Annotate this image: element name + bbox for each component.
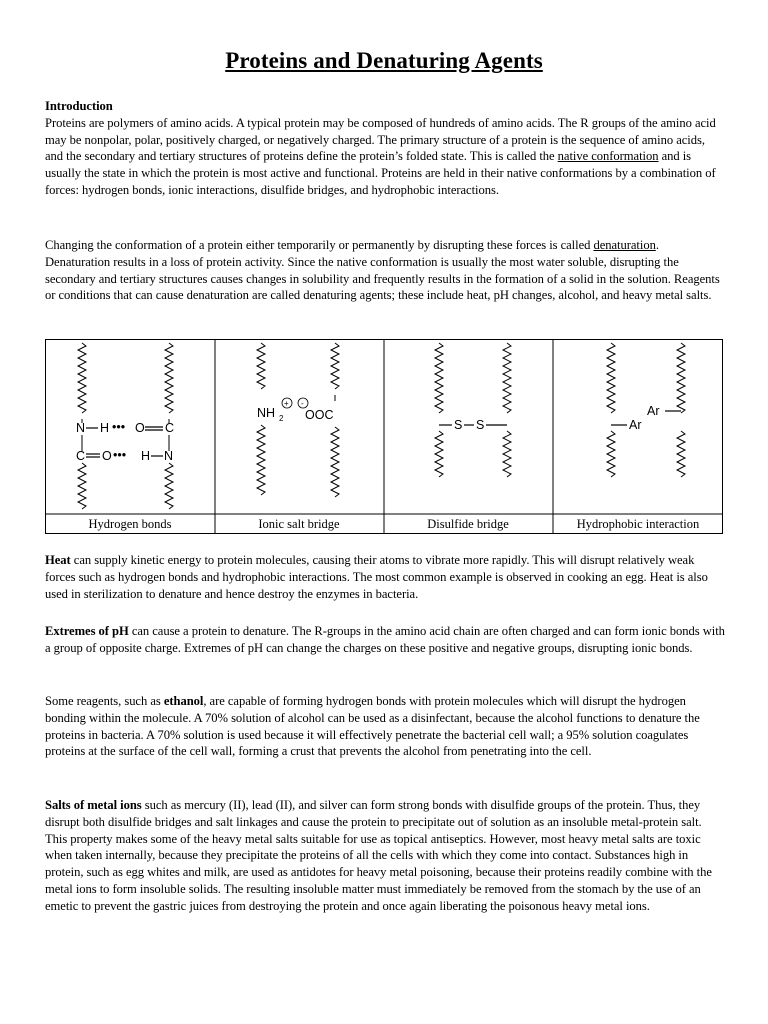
ph-term: Extremes of pH [45, 624, 129, 638]
introduction-heading: Introduction [45, 99, 113, 113]
chain-right-bottom [503, 431, 511, 477]
chain-left-bottom [607, 431, 615, 477]
sulfur-atom-1: S [454, 418, 463, 432]
amine-group: NH [257, 406, 276, 420]
chain-right-top [165, 343, 173, 413]
atom-n-1: N [76, 421, 86, 435]
ethanol-paragraph: Some reagents, such as ethanol, are capable of forming hydrogen bonds with protein molecules which will disrupt the hydrogen bonding within the molecule. A 70% solution of alcohol can be used as a disinfectant, because the alcohol functions to denature the proteins in bacteria. A 70% solution is used because it will effectively penetrate the bacterial cell wall; a 95% solution coagulates proteins at the surface of the cell wall, forming a crust that prevents the alcohol from penetrating into the cell. [45, 694, 700, 759]
term-denaturation: denaturation [593, 238, 656, 252]
hbond-dots-1: ••• [112, 420, 126, 434]
heat-paragraph: Heat can supply kinetic energy to protein molecules, causing their atoms to vibrate more rapidly. This will disrupt relatively weak forces such as hydrogen bonds and hydrophobic interactions. The most common example is observed in cooking an egg. Heat is also used in sterilization to denature and hence destroy the enzymes in bacteria. [45, 553, 708, 601]
aryl-group-1: Ar [629, 418, 642, 432]
hydrogen-bond-diagram [76, 343, 174, 509]
intro-paragraph-2: Changing the conformation of a protein either temporarily or permanently by disrupting these forces is called denaturation. Denaturation results in a loss of protein activity. Since the native conformation is usually the most water soluble, disrupting the secondary and tertiary structures causes changes in solubility and frequently results in the formation of a solid in the solution. Reagents or conditions that can cause denaturation are called denaturing agents; these include heat, pH changes, alcohol, and heavy metal salts. [45, 238, 720, 303]
caption-hydrophobic-interaction: Hydrophobic interaction [576, 517, 700, 531]
intro-paragraph-1: Proteins are polymers of amino acids. A typical protein may be composed of hundreds of amino acids. The R groups of the amino acid may be nonpolar, polar, positively charged, or negatively charged. The primary structure of a protein is the sequence of amino acids, and the secondary and tertiary structures of proteins define the protein’s folded state. This is called the native conformation and is usually the state in which the protein is most active and functional. Proteins are held in their native conformations by a combination of forces: hydrogen bonds, ionic interactions, disulfide bridges, and hydrophobic interactions. [45, 115, 716, 197]
introduction-section [45, 98, 725, 199]
chain-left-top [257, 343, 265, 389]
atom-c-2: C [76, 449, 86, 463]
negative-charge: - [301, 399, 304, 408]
positive-charge: + [284, 399, 289, 408]
chain-right-top [677, 343, 685, 413]
chain-left-bottom [435, 431, 443, 477]
amine-subscript: 2 [279, 414, 284, 423]
chain-left-bottom [78, 463, 86, 509]
ionic-salt-bridge-diagram [257, 343, 339, 497]
chain-right-top [503, 343, 511, 413]
caption-hydrogen-bonds: Hydrogen bonds [88, 517, 172, 531]
chain-right-bottom [165, 463, 173, 509]
disulfide-bridge-diagram [435, 343, 511, 477]
atom-o-2: O [102, 449, 112, 463]
ph-paragraph: Extremes of pH can cause a protein to denature. The R-groups in the amino acid chain are often charged and can form ionic bonds with a group of opposite charge. Extremes of pH can change the charges on these positive and negative groups, disrupting ionic bonds. [45, 624, 725, 655]
atom-h-2: H [141, 449, 151, 463]
caption-disulfide-bridge: Disulfide bridge [427, 517, 509, 531]
hydrophobic-interaction-diagram [607, 343, 685, 477]
atom-o-1: O [135, 421, 145, 435]
carboxylate-group: OOC [305, 408, 334, 422]
aryl-group-2: Ar [647, 404, 660, 418]
chain-right-bottom [677, 431, 685, 477]
chain-left-bottom [257, 425, 265, 495]
caption-ionic-salt-bridge: Ionic salt bridge [258, 517, 340, 531]
heat-term: Heat [45, 553, 71, 567]
page-title: Proteins and Denaturing Agents [225, 48, 543, 73]
chain-left-top [78, 343, 86, 413]
metal-salts-paragraph: Salts of metal ions such as mercury (II), lead (II), and silver can form strong bonds with disulfide groups of the protein. Thus, they disrupt both disulfide bridges and salt linkages and cause the protein to precipitate out of solution as an insoluble metal-protein salt. This property makes some of the heavy metal salts suitable for use as topical antiseptics. However, most heavy metal salts are toxic when taken internally, because they precipitate the proteins of all the cells with which they come into contact. Substances high in protein, such as egg whites and milk, are used as antidotes for heavy metal poisoning, because their proteins readily combine with the metal ions to form insoluble solids. The resulting insoluble matter must immediately be removed from the stomach by the use of an emetic to prevent the gastric juices from destroying the protein and once again liberating the poisonous heavy metal ions. [45, 798, 712, 913]
bond-types-diagram [45, 339, 723, 534]
sulfur-atom-2: S [476, 418, 485, 432]
chain-left-top [435, 343, 443, 413]
chain-right-bottom [331, 427, 339, 497]
metal-salts-term: Salts of metal ions [45, 798, 142, 812]
atom-n-2: N [164, 449, 174, 463]
bond-types-figure [45, 339, 723, 534]
atom-c-1: C [165, 421, 175, 435]
ethanol-term: ethanol [163, 694, 204, 708]
atom-h-1: H [100, 421, 110, 435]
hbond-dots-2: ••• [113, 448, 127, 462]
chain-right-top [331, 343, 339, 389]
chain-left-top [607, 343, 615, 413]
term-native-conformation: native conformation [557, 149, 659, 164]
